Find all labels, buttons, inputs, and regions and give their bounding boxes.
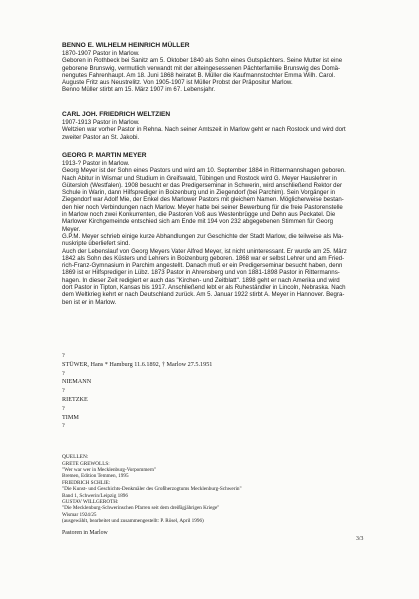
source-author: GRETE GREWOLLS:	[62, 460, 110, 467]
source-title: "Die Mecklenburg-Schwerinschen Pfarren seit dem dreißigjährigen Kriege"	[62, 505, 220, 512]
list-item: ?	[62, 352, 65, 359]
section-heading: GEORG P. MARTIN MEYER	[62, 152, 147, 159]
source-publication: Wismar 1924/25	[62, 511, 97, 518]
source-author: GUSTAV WILLGEROTH:	[62, 499, 119, 506]
section-body: Georg Meyer ist der Sohn eines Pastors und wird am 10. September 1884 in Rittermannshagen geboren. Nach Abitur in Wismar und Studium in Greifswald, Tübingen und Rostock wird G. Meyer Hauslehrer in Gütersloh (Westfalen). 1908 besucht er das Predigerseminar in Schwerin, wird anschließend Rektor der Schule in Warin, dann Hilfsprediger in Boizenburg und in Ziegendorf (bei Parchim). Sein Vorgänger in Ziegendorf war Adolf Mie, der Enkel des Marlower Pastors mit gleichem Namen. Möglicherweise bestan- den hier noch Verbindungen nach Marlow. Meyer hatte bei seiner Bewerbung für die freie Pastorenstelle in Marlow noch zwei Konkurrenten, die Pastoren Voß aus Westenbrügge und Dehn aus Peckatel. Die Marlower Kirchgemeinde entschied sich am Ende mit 194 von 232 abgegebenen Stimmen für Georg Meyer. G.P.M. Meyer schrieb einige kurze Abhandlungen zur Geschichte der Stadt Marlow, die teilweise als Ma- nuskripte überliefert sind. Auch der Lebenslauf von Georg Meyers Vater Alfred Meyer, ist nicht uninteressant. Er wurde am 25. März 1842 als Sohn des Küsters und Lehrers in Boizenburg geboren. 1868 war er selbst Lehrer und am Fried- rich-Franz-Gymnasium in Parchim angestellt. Danach muß er ein Predigerseminar besucht haben, denn 1869 ist er Hilfsprediger in Lübz. 1873 Pastor in Ahrensberg und von 1881-1898 Pastor in Rittermanns- hagen. In dieser Zeit redigiert er auch das "Kirchen- und Zeitblatt". 1898 geht er nach Amerika und wird dort Pastor in Tipton, Kansas bis 1917. Anschließend lebt er als Ruheständler in Lincoln, Nebraska. Nach dem Weltkrieg kehrt er nach Deutschland zurück. Am 5. Januar 1922 stirbt A. Meyer in Hannover. Begra- ben ist er in Marlow.	[62, 167, 347, 306]
source-publication: Bremen, Edition Temmen, 1995	[62, 473, 129, 480]
list-item: NIEMANN	[62, 378, 92, 386]
section-mueller	[62, 42, 382, 94]
source-publication: Band 1, Schwerin/Leipzig 1896	[62, 492, 128, 499]
section-dates: 1913-? Pastor in Marlow.	[62, 160, 130, 167]
list-item: RIETZKE	[62, 395, 88, 403]
source-author: FRIEDRICH SCHLIE:	[62, 479, 111, 486]
list-item: ?	[62, 369, 65, 377]
list-item: ?	[62, 422, 65, 430]
later-pastors-list	[62, 352, 382, 431]
section-meyer	[62, 152, 382, 306]
list-item: ?	[62, 404, 65, 412]
section-dates: 1907-1913 Pastor in Marlow.	[62, 119, 140, 126]
section-dates: 1870-1907 Pastor in Marlow.	[62, 50, 140, 57]
section-heading: BENNO E. WILHELM HEINRICH MÜLLER	[62, 42, 190, 49]
list-item: ?	[62, 387, 65, 395]
sources-heading: QUELLEN:	[62, 454, 89, 460]
list-item: TIMM	[62, 413, 79, 421]
sources-section	[62, 454, 382, 525]
footer-title: Pastoren in Marlow	[62, 530, 108, 536]
section-heading: CARL JOH. FRIEDRICH WELTZIEN	[62, 111, 171, 118]
page-number: 3/3	[356, 536, 364, 542]
source-title: "Die Kunst- und Geschichts-Denkmäler des Großherzogtums Mecklenburg-Schwerin"	[62, 486, 242, 493]
section-weltzien	[62, 111, 382, 141]
sources-note: (ausgewählt, bearbeitet und zusammengestellt: P. Rösel, April 1996)	[62, 518, 204, 525]
section-body: Weltzien war vorher Pastor in Rehna. Nach seiner Amtszeit in Marlow geht er nach Rostock und wird dort zweiter Pastor an St. Jakobi.	[62, 126, 346, 141]
list-item: STÜWER, Hans * Hamburg 11.6.1892, † Marlow 27.5.1951	[62, 360, 213, 368]
section-body: Geboren in Rothbeck bei Sanitz am 5. Oktober 1840 als Sohn eines Gutspächters. Seine Mutter ist eine geborene Brunswig, vermutlich verwandt mit der alteingesessenen Pächterfamilie Brunswig des Domä- nengutes Fahrenhaupt. Am 18. Juni 1868 heiratet B. Müller die Kaufmannstochter Emma Wilh. Carol. Auguste Fritz aus Neustrelitz. Von 1905-1907 ist Müller Probst der Präpositur Marlow. Benno Müller stirbt am 15. März 1907 im 67. Lebensjahr.	[62, 57, 343, 94]
source-title: "Wer war wer in Mecklenburg-Vorpommern"	[62, 467, 157, 473]
